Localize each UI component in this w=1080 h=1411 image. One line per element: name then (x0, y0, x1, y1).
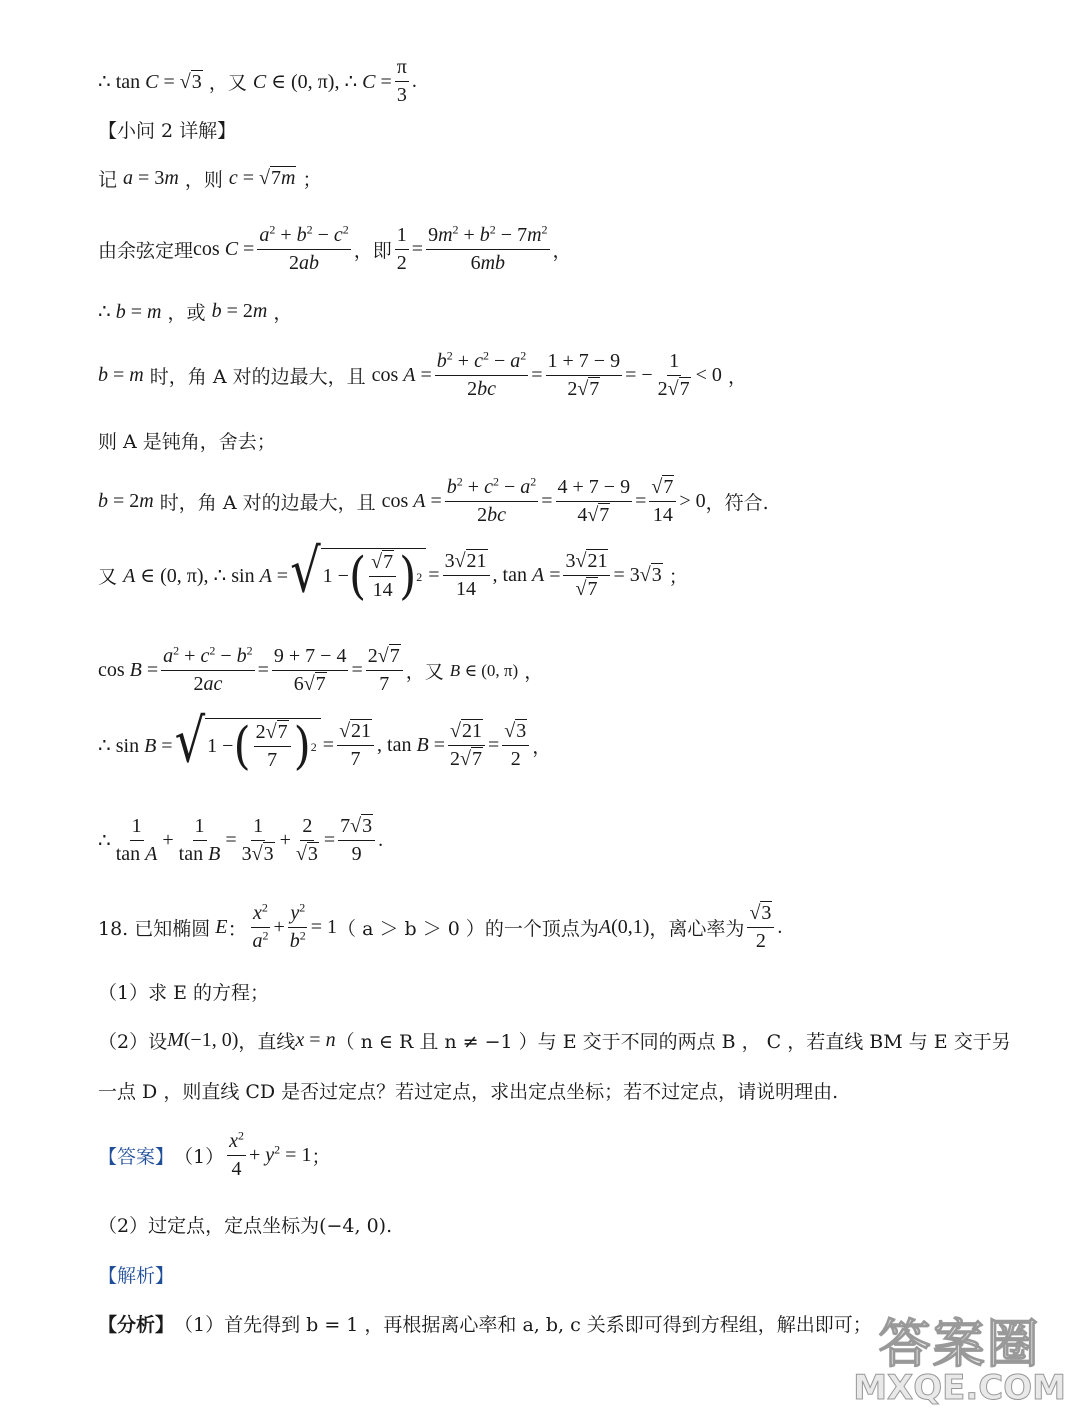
question-18-part2-line2: 一点 D ，则直线 CD 是否过定点？若过定点，求出定点坐标；若不过定点，请说明理由. (98, 1081, 839, 1103)
line-final-sum: ∴ $\frac{1}{\text{tan A}}$ + $\frac{1}{\text{tan B}}$ = $\frac{1}{3√3}$ + $\frac{2}{√3}$ = $\frac{7√3}{9}$ . (98, 815, 384, 865)
answer-part2: （2）过定点，定点坐标为(−4, 0). (98, 1215, 393, 1237)
answer-part1: 【答案】 （1） $\frac{x^2}{4}$ + $y^2 = 1$ ； (98, 1128, 331, 1180)
analysis-tag: 【解析】 (98, 1265, 175, 1287)
line-b-eq-2m: b = 2m 时，角 A 对的边最大，且 cos A = $\frac{b^2 + c^2 - a^2}{2bc}$ = $\frac{4 + 7 - 9}{4√7}$ = $\frac{√7}{14}$ > 0 ，符合. (98, 474, 769, 526)
analysis-part1: 【分析】 （1）首先得到 b = 1 ，再根据离心率和 a, b, c 关系即可得到方程组，解出即可； (98, 1310, 872, 1337)
question-18-part2-line1: （2）设 M(−1, 0) ，直线 x = n （ n ∈ R 且 n ≠ −1 ）与 E 交于不同的两点 B ， C ，若直线 BM 与 E 交于另 (98, 1029, 1011, 1053)
line-set-a: 记 a = 3m ，则 c = √7m ； (98, 167, 322, 191)
line-sinB-tanB: ∴ sin B = √ 1 − ( $\frac{2√7}{7}$ ) 2 = $\frac{√21}{7}$ , tan B = $\frac{√21}{2√7}$ = $\frac{√3}{2}$ ， (98, 706, 552, 777)
line-b-eq-m: b = m 时，角 A 对的边最大，且 cos A = $\frac{b^2 + c^2 - a^2}{2bc}$ = $\frac{1 + 7 - 9}{2√7}$ = − $\frac{1}{2√7}$ < 0 ， (98, 348, 747, 400)
subquestion-2-heading: 【小问 2 详解】 (98, 120, 237, 142)
fenxi-tag: 【分析】 (98, 1314, 175, 1336)
line-tanC: ∴ tan C = √3 ，又 C ∈ (0, π), ∴ C = $\frac{\pi}{3}$ . (98, 56, 417, 106)
line-cosB: cos B = $\frac{a^2 + c^2 - b^2}{2ac}$ = $\frac{9 + 7 - 4}{6√7}$ = $\frac{2√7}{7}$ ，又 B ∈ (0, π) ， (98, 643, 544, 695)
line-cosine-law: 由余弦定理 cos C = $\frac{a^2 + b^2 - c^2}{2ab}$ ，即 $\frac{1}{2}$ = $\frac{9m^2 + b^2 - 7m^2}{6mb}$ ， (98, 222, 572, 274)
watermark-logo: 答案圈 MXQE.COM (853, 1315, 1066, 1408)
line-b-values: ∴ b = m ，或 b = 2m ， (98, 300, 293, 324)
line-A-obtuse: 则 A 是钝角，舍去； (98, 431, 276, 453)
question-18-part1: （1）求 E 的方程； (98, 982, 270, 1004)
question-18-stem: 18. 已知椭圆 E ： $\frac{x^2}{a^2}$ + $\frac{y^2}{b^2}$ = 1 （ a ＞ b ＞ 0 ）的一个顶点为 A(0,1) ，离心率为 $\frac{√3}{2}$ . (98, 900, 783, 952)
answer-tag: 【答案】 (98, 1146, 175, 1168)
line-sinA-tanA: 又 A ∈ (0, π), ∴ sin A = √ 1 − ( $\frac{√7}{14}$ ) 2 = $\frac{3√21}{14}$ , tan A = $\frac{3√21}{√7}$ = 3√3 ； (98, 536, 688, 607)
